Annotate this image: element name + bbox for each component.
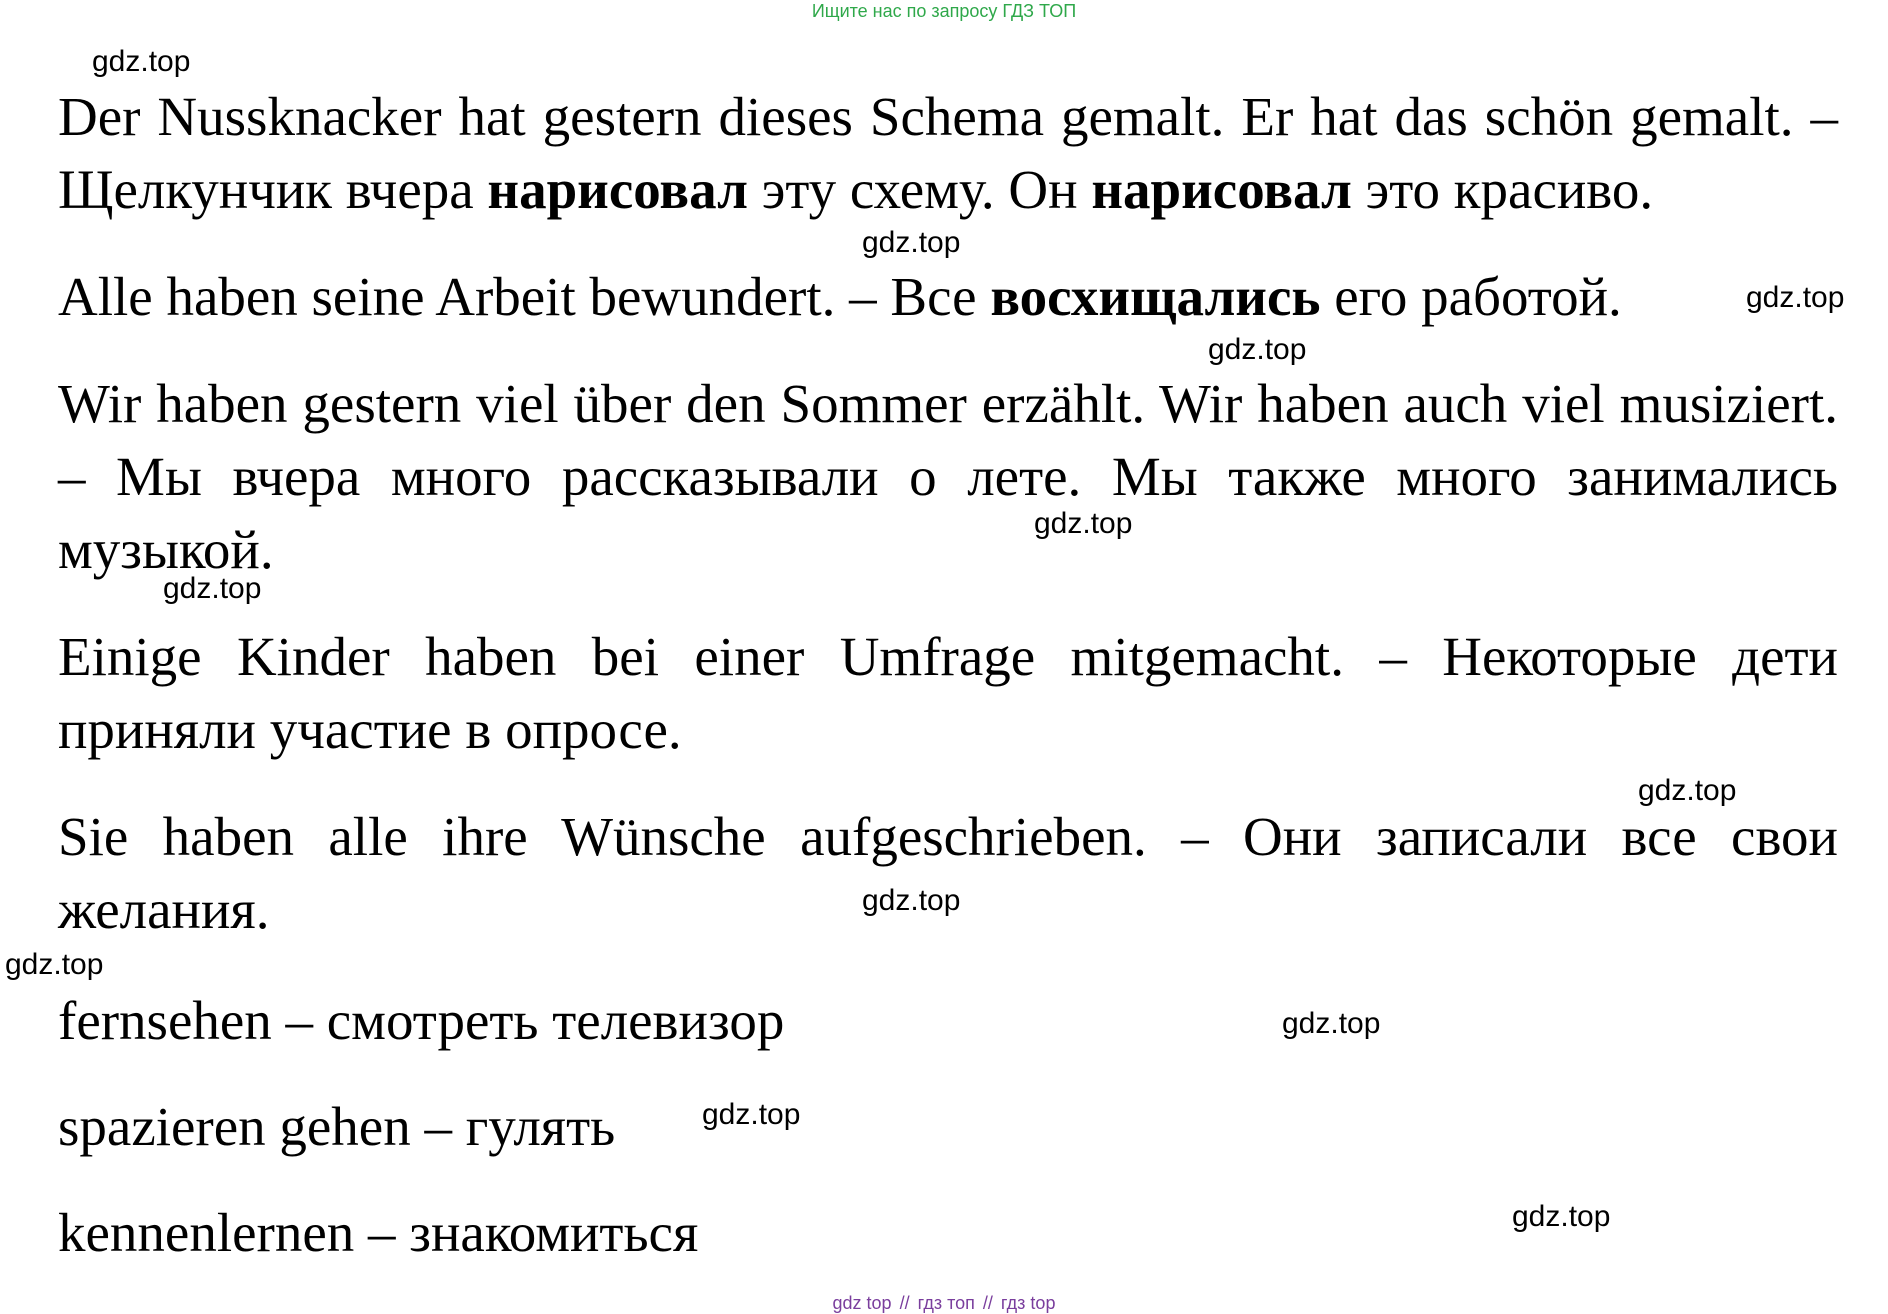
text-segment: его работой. [1320,266,1622,327]
paragraph-5 [58,800,1838,946]
text-segment: это красиво. [1351,159,1654,220]
watermark: gdz.top [1034,507,1133,540]
watermark: gdz.top [862,226,961,259]
top-banner[interactable]: Ищите нас по запросу ГДЗ ТОП [811,1,1077,21]
watermark: gdz.top [702,1098,801,1131]
footer-separator: // [899,1293,910,1313]
footer-link[interactable]: gdz top [832,1293,892,1313]
paragraph-1 [58,80,1838,226]
footer-links [0,1293,1888,1314]
watermark: gdz.top [163,572,262,605]
paragraph-4 [58,620,1838,766]
footer-separator: // [982,1293,993,1313]
watermark: gdz.top [5,948,104,981]
watermark: gdz.top [1208,333,1307,366]
text-segment: Wir haben gestern viel über den Sommer erzählt. Wir haben auch viel musiziert. – Мы вчера много рассказывали о лете. Мы также много занимались музыкой. [58,373,1838,580]
vocab-item: fernsehen – смотреть телевизор [58,990,785,1051]
paragraph-3 [58,367,1838,586]
paragraph-2 [58,260,1838,333]
bold-verb: нарисовал [1091,159,1352,220]
footer-link[interactable]: гдз топ [917,1293,975,1313]
text-segment: Einige Kinder haben bei einer Umfrage mitgemacht. – Некоторые дети приняли участие в опросе. [58,626,1838,760]
text-segment: Sie haben alle ihre Wünsche aufgeschrieben. – Они записали все свои желания. [58,806,1838,940]
bold-verb: нарисовал [487,159,748,220]
text-segment: Der Nussknacker hat gestern dieses Schema gemalt. Er hat das schön gemalt. – Щелкунчик вчера [58,86,1838,220]
footer-link[interactable]: гдз top [1000,1293,1056,1313]
watermark: gdz.top [862,884,961,917]
text-segment: Alle haben seine Arbeit bewundert. – Все [58,266,991,327]
watermark: gdz.top [1746,281,1845,314]
vocab-item: kennenlernen – знакомиться [58,1202,699,1263]
vocab-item: spazieren gehen – гулять [58,1096,616,1157]
watermark: gdz.top [1282,1007,1381,1040]
bold-verb: восхищались [990,266,1321,327]
watermark: gdz.top [1512,1200,1611,1233]
watermark: gdz.top [92,45,191,78]
text-segment: эту схему. Он [747,159,1092,220]
watermark: gdz.top [1638,774,1737,807]
